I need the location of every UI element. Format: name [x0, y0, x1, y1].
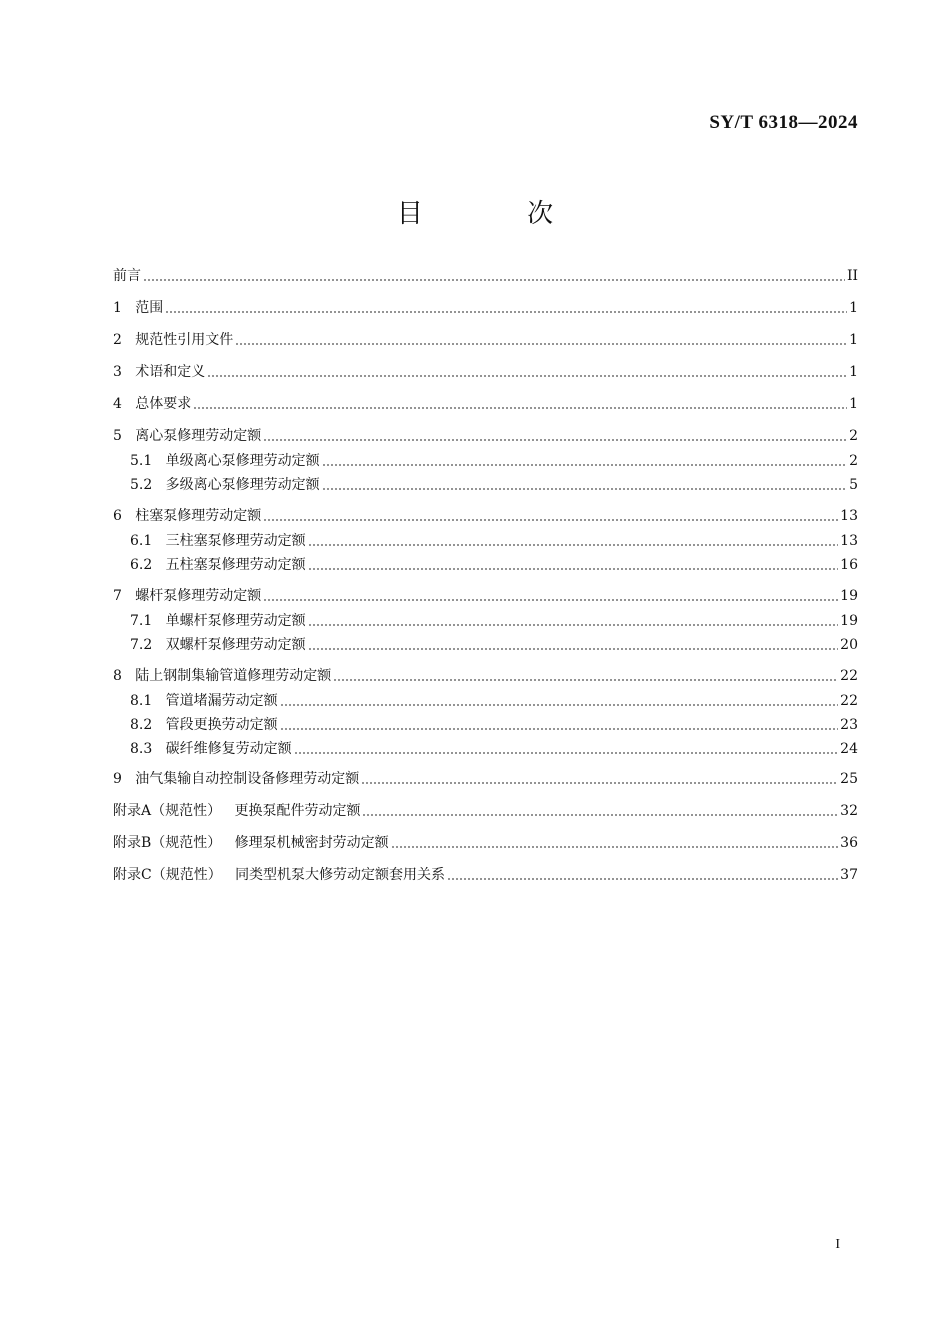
toc-entry[interactable]: [113, 423, 858, 445]
toc-entry-label: 双螺杆泵修理劳动定额: [165, 637, 306, 653]
toc-entry-number: 2: [113, 332, 136, 348]
toc-entry[interactable]: [113, 391, 858, 413]
toc-leader: [361, 782, 838, 784]
toc-entry-number: 4: [113, 396, 136, 412]
toc-entry-page: 19: [840, 588, 858, 604]
toc-subentry[interactable]: [113, 528, 858, 550]
toc-entry-label: 前言: [113, 268, 141, 284]
toc-leader: [207, 375, 847, 377]
toc-entry[interactable]: [113, 359, 858, 381]
toc-entry[interactable]: [113, 295, 858, 317]
page-title: 目 次: [396, 199, 602, 229]
toc-entry-page: 36: [840, 835, 858, 851]
toc-leader: [308, 544, 839, 546]
toc-entry-page: 19: [840, 613, 858, 629]
toc-entry-page: 20: [840, 637, 858, 653]
toc-entry-number: 3: [113, 364, 136, 380]
toc-entry-page: 23: [840, 717, 858, 733]
toc-entry-number: 8.1: [130, 693, 166, 709]
toc-entry-page: 32: [840, 803, 858, 819]
toc-entry-number: 8: [113, 668, 136, 684]
toc-entry[interactable]: [113, 663, 858, 685]
toc-entry-page: 13: [840, 533, 858, 549]
toc-leader: [294, 752, 839, 754]
toc-leader: [322, 488, 847, 490]
toc-entry-number: 7: [113, 588, 136, 604]
toc-leader: [362, 814, 838, 816]
toc-entry-label: 修理泵机械密封劳动定额: [234, 835, 389, 851]
toc-entry-page: 24: [840, 741, 858, 757]
toc-entry-number: 9: [113, 771, 136, 787]
toc-entry-label: 更换泵配件劳动定额: [234, 803, 361, 819]
toc-entry-label: 柱塞泵修理劳动定额: [135, 508, 262, 524]
toc-subentry[interactable]: [113, 448, 858, 470]
toc-leader: [263, 599, 838, 601]
toc-entry-number: 8.3: [130, 741, 166, 757]
toc-entry-number: 6.1: [130, 533, 166, 549]
toc-leader: [391, 846, 839, 848]
toc-entry[interactable]: [113, 862, 858, 884]
toc-entry-label: 三柱塞泵修理劳动定额: [165, 533, 306, 549]
standard-code: SY/T 6318—2024: [709, 112, 858, 133]
toc-leader: [143, 279, 845, 281]
toc-entry[interactable]: [113, 798, 858, 820]
toc-subentry[interactable]: [113, 688, 858, 710]
toc-entry-number: 6: [113, 508, 136, 524]
toc-entry-label: 总体要求: [135, 396, 192, 412]
toc-leader: [280, 728, 839, 730]
toc-entry-label: 碳纤维修复劳动定额: [165, 741, 292, 757]
page-number: I: [835, 1237, 840, 1252]
toc-entry-label: 多级离心泵修理劳动定额: [165, 477, 320, 493]
toc-entry-number: 5.1: [130, 453, 166, 469]
toc-entry-label: 同类型机泵大修劳动定额套用关系: [235, 867, 446, 883]
toc-entry[interactable]: [113, 830, 858, 852]
toc-leader: [280, 704, 839, 706]
toc-entry-page: 2: [849, 453, 858, 469]
toc-entry[interactable]: [113, 263, 858, 285]
toc-entry-page: 22: [840, 668, 858, 684]
toc-entry-page: 13: [840, 508, 858, 524]
toc-entry-page: 37: [840, 867, 858, 883]
toc-entry-page: 2: [849, 428, 858, 444]
toc-subentry[interactable]: [113, 712, 858, 734]
toc-entry-number: 8.2: [130, 717, 166, 733]
toc-subentry[interactable]: [113, 736, 858, 758]
toc-entry-number: 6.2: [130, 557, 166, 573]
toc-entry-page: II: [846, 268, 858, 284]
toc-entry-label: 管道堵漏劳动定额: [165, 693, 278, 709]
toc-subentry[interactable]: [113, 632, 858, 654]
toc-subentry[interactable]: [113, 608, 858, 630]
toc-entry-number: 附录C（规范性）: [113, 867, 236, 883]
toc-leader: [263, 519, 838, 521]
toc-entry-number: 附录A（规范性）: [113, 803, 235, 819]
toc-leader: [308, 568, 839, 570]
toc-entry-page: 16: [840, 557, 858, 573]
toc-leader: [165, 311, 847, 313]
toc-entry-page: 25: [840, 771, 858, 787]
toc-leader: [308, 624, 839, 626]
toc-leader: [322, 464, 847, 466]
toc-entry-label: 陆上钢制集输管道修理劳动定额: [135, 668, 332, 684]
toc-entry-label: 范围: [135, 300, 164, 316]
toc-entry-number: 7.2: [130, 637, 166, 653]
toc-entry-label: 五柱塞泵修理劳动定额: [165, 557, 306, 573]
toc-entry[interactable]: [113, 327, 858, 349]
toc-entry[interactable]: [113, 583, 858, 605]
toc-entry-number: 5.2: [130, 477, 166, 493]
toc-entry-page: 1: [849, 300, 858, 316]
toc-entry[interactable]: [113, 766, 858, 788]
toc-entry[interactable]: [113, 503, 858, 525]
toc-leader: [333, 679, 838, 681]
toc-entry-number: 1: [113, 300, 136, 316]
toc-entry-label: 规范性引用文件: [135, 332, 234, 348]
toc-subentry[interactable]: [113, 552, 858, 574]
toc-leader: [308, 648, 839, 650]
toc-entry-number: 附录B（规范性）: [113, 835, 235, 851]
toc-leader: [235, 343, 847, 345]
toc-leader: [447, 878, 838, 880]
toc-entry-label: 术语和定义: [135, 364, 206, 380]
toc-leader: [263, 439, 847, 441]
toc-entry-page: 5: [849, 477, 858, 493]
toc-entry-page: 1: [849, 332, 858, 348]
toc-entry-label: 管段更换劳动定额: [165, 717, 278, 733]
toc-entry-page: 1: [849, 396, 858, 412]
toc-entry-label: 单级离心泵修理劳动定额: [165, 453, 320, 469]
toc-entry-label: 单螺杆泵修理劳动定额: [165, 613, 306, 629]
toc-entry-label: 螺杆泵修理劳动定额: [135, 588, 262, 604]
toc-entry-label: 离心泵修理劳动定额: [135, 428, 262, 444]
toc-leader: [193, 407, 847, 409]
toc-subentry[interactable]: [113, 472, 858, 494]
toc-entry-page: 22: [840, 693, 858, 709]
toc-entry-number: 5: [113, 428, 136, 444]
toc-entry-number: 7.1: [130, 613, 166, 629]
toc-entry-label: 油气集输自动控制设备修理劳动定额: [135, 771, 360, 787]
toc-entry-page: 1: [849, 364, 858, 380]
